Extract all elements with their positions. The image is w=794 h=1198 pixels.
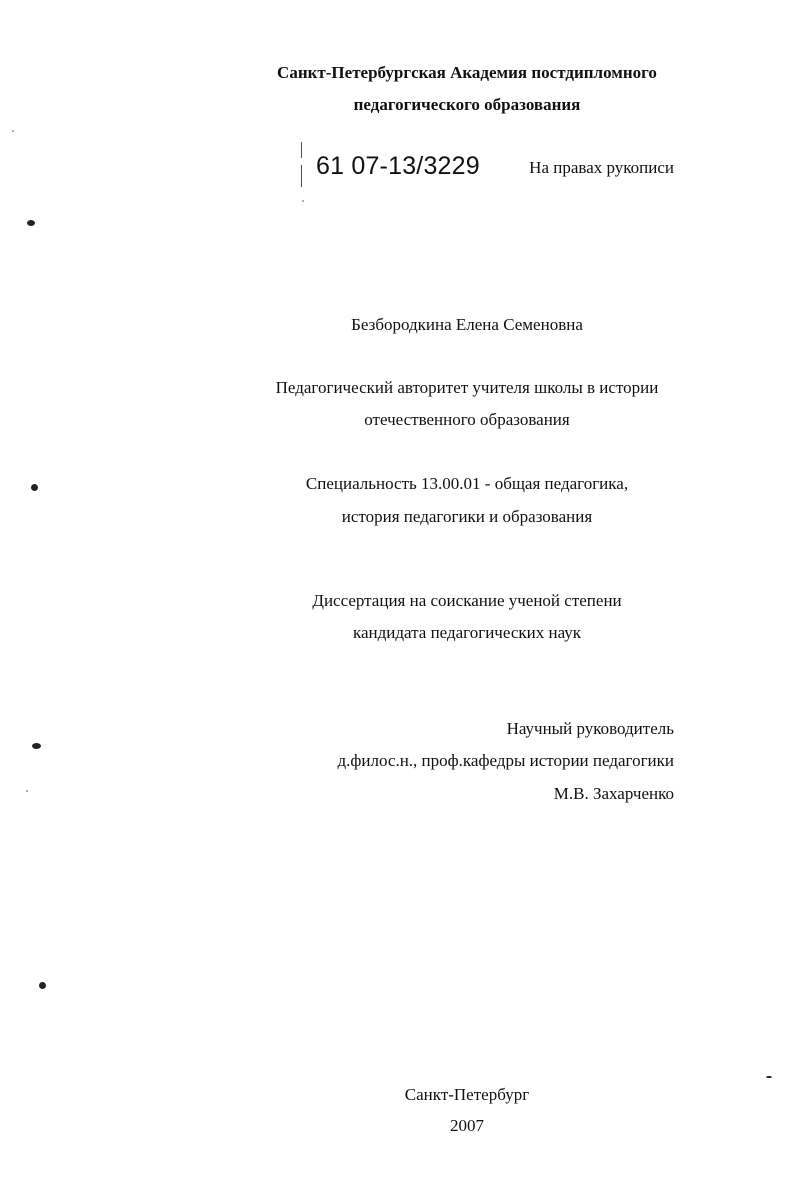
scan-dot bbox=[26, 790, 28, 792]
scan-speck bbox=[27, 220, 35, 226]
scan-speck bbox=[31, 484, 38, 491]
degree-line-2: кандидата педагогических наук bbox=[352, 623, 582, 642]
scan-speck bbox=[39, 982, 46, 989]
author-name: Безбородкина Елена Семеновна bbox=[351, 315, 583, 334]
manuscript-rights-label: На правах рукописи bbox=[529, 158, 674, 177]
scan-speck bbox=[32, 743, 41, 749]
scan-speck bbox=[766, 1076, 772, 1078]
supervisor-name: М.В. Захарченко bbox=[553, 784, 674, 803]
supervisor-label: Научный руководитель bbox=[506, 719, 674, 738]
stamp-mark-top bbox=[301, 142, 302, 158]
supervisor-credentials: д.филос.н., проф.кафедры истории педагогики bbox=[337, 751, 674, 770]
scan-dot bbox=[12, 130, 14, 132]
specialty-line-2: история педагогики и образования bbox=[341, 507, 593, 526]
registry-stamp-number: 61 07-13/3229 bbox=[316, 152, 480, 180]
institution-line-1: Санкт-Петербургская Академия постдипломного bbox=[277, 63, 657, 82]
dissertation-title-line-1: Педагогический авторитет учителя школы в истории bbox=[275, 378, 659, 397]
dissertation-title-line-2: отечественного образования bbox=[364, 410, 570, 429]
degree-line-1: Диссертация на соискание ученой степени bbox=[312, 591, 622, 610]
year: 2007 bbox=[450, 1116, 484, 1135]
stamp-mark-bottom bbox=[301, 165, 302, 187]
specialty-line-1: Специальность 13.00.01 - общая педагогика, bbox=[305, 474, 629, 493]
institution-line-2: педагогического образования bbox=[353, 95, 581, 114]
scan-dot bbox=[302, 200, 304, 202]
city: Санкт-Петербург bbox=[404, 1085, 530, 1104]
